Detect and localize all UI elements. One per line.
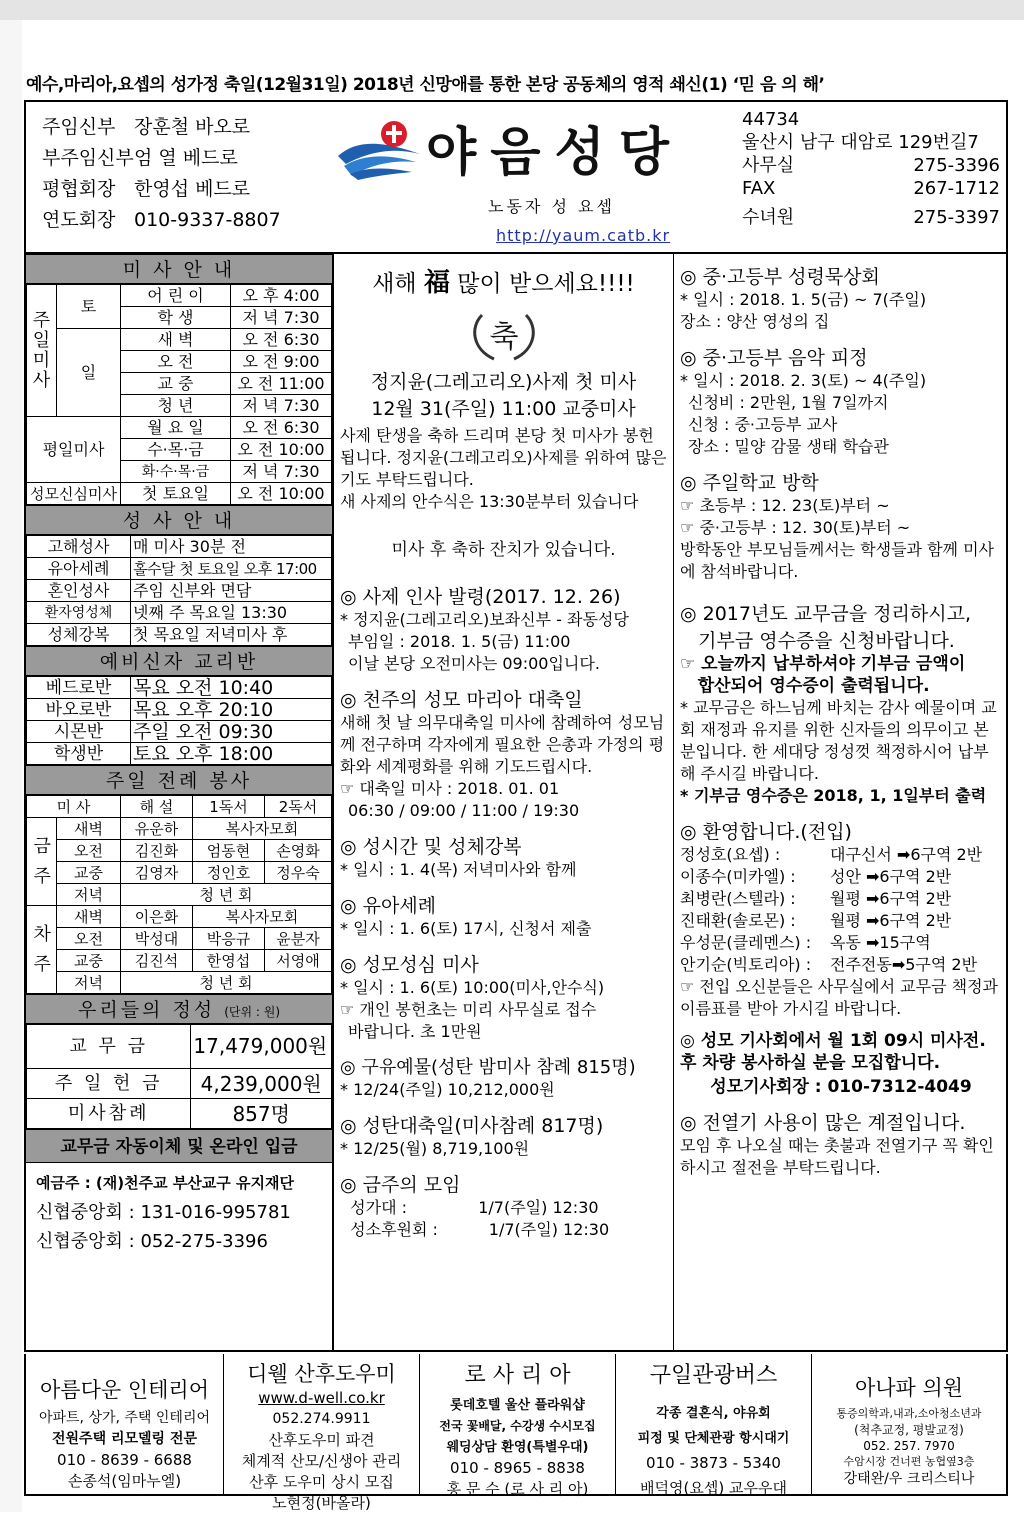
mass-time: 저 녁 7:30 [231, 307, 332, 329]
church-logo-icon [336, 118, 422, 180]
ad-tour-bus [616, 1354, 812, 1497]
contact-row [742, 206, 1000, 229]
advertisement-bar [24, 1354, 1008, 1512]
mass-time: 오 전 10:00 [231, 439, 332, 461]
postcode [742, 108, 1000, 131]
sacrament-value: 넷째 주 목요일 13:30 [131, 602, 332, 624]
list-item [680, 888, 1002, 910]
mass-slot: 저녁 [57, 884, 121, 906]
mass-time: 오 후 4:00 [231, 285, 332, 307]
mass-time: 오 전 10:00 [231, 483, 332, 505]
bank-account: 신협중앙회 : 052-275-3396 [36, 1231, 268, 1252]
greeting-text: 새해 [372, 271, 424, 297]
column-header: 1독서 [193, 796, 265, 818]
offering-name: 미사참례 [27, 1099, 191, 1129]
ad-rosaria-flowers [420, 1354, 616, 1498]
account-holder: 예금주 : (재)천주교 부산교구 유지재단 [36, 1174, 294, 1192]
ad-line: 배덕영(요셉) 교우우대 [640, 1479, 787, 1497]
class-name: 학생반 [27, 743, 131, 765]
clergy-value: 한영섭 베드로 [134, 178, 251, 200]
first-mass-title: 정지윤(그레고리오)사제 첫 미사 [370, 371, 637, 393]
announcement-line: 장소 : 밀양 감물 생태 학습관 [688, 437, 889, 456]
ad-line: www.d-well.co.kr [258, 1389, 385, 1407]
ad-line: 010 - 8639 - 6688 [57, 1451, 192, 1469]
newcomer-move: 성안 ➡6구역 2반 [830, 867, 952, 886]
newcomer-name: 우성문(클레멘스) : [680, 933, 812, 952]
table-row [27, 906, 332, 928]
table-row [27, 699, 332, 721]
announcement-line: 성가대 : 1/7(주일) 12:30 [340, 1198, 599, 1217]
mass-slot: 오전 [57, 840, 121, 862]
announcement-bold: * 기부금 영수증은 2018, 1, 1일부터 출력 [680, 786, 987, 805]
next-week-label [27, 906, 57, 994]
announcement-body: 새해 첫 날 의무대축일 미사에 참례하여 성모님께 전구하며 각자에게 필요한 은총과 가정의 평화와 세계평화를 위해 기도드립시다. [340, 713, 665, 776]
contact-row [742, 177, 1000, 200]
table-row [27, 483, 332, 505]
sacrament-name: 환자영성체 [27, 602, 131, 624]
offering-value: 4,239,000원 [191, 1069, 332, 1099]
newcomer-name: 진태환(솔로몬) : [680, 911, 796, 930]
section-title: ◎ 천주의 성모 마리아 대축일 [340, 689, 583, 711]
list-item [680, 910, 1002, 932]
class-name: 시몬반 [27, 721, 131, 743]
clergy-label: 평협회장 [42, 178, 116, 200]
table-row [27, 329, 332, 351]
greeting-text: 많이 받으세요!!!! [449, 271, 635, 297]
announcement-line: * 일시 : 1. 6(토) 10:00(미사,안수식) [340, 978, 605, 997]
list-item [680, 954, 1002, 976]
sacrament-name: 성체강복 [27, 624, 131, 646]
mass-schedule-heading: 미 사 안 내 [26, 254, 332, 284]
clergy-label: 연도회장 [42, 209, 116, 231]
table-row [27, 1099, 332, 1129]
liturgy-heading: 주일 전례 봉사 [26, 765, 332, 795]
ad-line: 노현정(바올라) [272, 1494, 371, 1512]
table-row [27, 624, 332, 646]
second-reader: 손영화 [265, 840, 332, 862]
next-week-label-text: 차주 [33, 923, 51, 975]
clergy-value: 010-9337-8807 [134, 209, 281, 231]
newcomer-name: 이종수(미카엘) : [680, 867, 796, 886]
table-row [27, 1069, 332, 1099]
announcement-line: * 일시 : 2018. 1. 5(금) ~ 7(주일) [680, 290, 927, 309]
sunday-mass-label [27, 285, 57, 417]
newcomer-move: 월평 ➡6구역 2반 [830, 911, 952, 930]
mass-name: 청 년 [121, 395, 231, 417]
newcomer-move: 옥동 ➡15구역 [830, 933, 931, 952]
clergy-list [42, 112, 332, 236]
table-row [27, 677, 332, 699]
mass-slot: 교중 [57, 950, 121, 972]
clergy-label: 주임신부 [42, 116, 116, 138]
church-name: 야음성당 [426, 123, 683, 183]
ad-line: 산후도우미 파견 [268, 1431, 375, 1449]
class-time: 목요 오전 10:40 [131, 677, 332, 699]
sunday-mass-label-text: 주일미사 [32, 309, 51, 391]
contact-row [742, 154, 1000, 177]
sacrament-heading: 성 사 안 내 [26, 505, 332, 535]
column-header: 미 사 [27, 796, 121, 818]
class-name: 바오로반 [27, 699, 131, 721]
newcomer-move: 전주전동➡5구역 2반 [830, 955, 978, 974]
section-title: ◎ 2017년도 교무금을 정리하시고, [680, 603, 971, 625]
ad-line: 052. 257. 7970 [863, 1439, 955, 1453]
column-header: 해 설 [121, 796, 193, 818]
announcement-bold: ☞ 오늘까지 납부하셔야 기부금 금액이 [680, 654, 966, 674]
section-title: ◎ 성모성심 미사 [340, 954, 479, 976]
announcement-line: * 일시 : 1. 6(토) 17시, 신청서 제출 [340, 919, 592, 938]
bulletin-page [24, 66, 1008, 1512]
table-row [27, 818, 332, 840]
table-row [27, 417, 332, 439]
first-mass-body: 사제 탄생을 축하 드리며 본당 첫 미사가 봉헌됩니다. 정지윤(그레고리오)사제를 위하여 많은 기도 부탁드립니다. [340, 426, 667, 489]
announcement-body: * 교무금은 하느님께 바치는 감사 예물이며 교회 재정과 유지를 위한 신자들의 의무이고 본분입니다. 한 세대당 정성껏 책정하시어 납부해 주시길 바랍니다. [680, 698, 997, 783]
commentator: 김영자 [121, 862, 193, 884]
announcement-line: * 12/25(월) 8,719,100원 [340, 1139, 530, 1158]
commentator: 이은화 [121, 906, 193, 928]
saturday-label: 토 [57, 285, 121, 329]
announcement-body: 모임 후 나오실 때는 촛불과 전열기구 꼭 확인 하시고 절전을 부탁드립니다. [680, 1136, 994, 1177]
ad-anapa-clinic [812, 1354, 1006, 1494]
second-reader: 윤분자 [265, 928, 332, 950]
mass-time: 오 전 6:30 [231, 417, 332, 439]
section-title: ◎ 중·고등부 성령묵상회 [680, 266, 880, 288]
weekday-mass-label: 평일미사 [27, 417, 121, 483]
section-title: ◎ 성탄대축일(미사참례 817명) [340, 1115, 604, 1137]
ad-interior [26, 1354, 224, 1494]
meeting-list [340, 1197, 667, 1237]
announcement-line: * 일시 : 2018. 2. 3(토) ~ 4(주일) [680, 371, 927, 390]
commentator: 유운하 [121, 818, 193, 840]
newcomer-move: 대구신서 ➡6구역 2반 [830, 845, 983, 864]
table-row [27, 721, 332, 743]
this-week-label [27, 818, 57, 906]
clergy-row [42, 174, 332, 205]
announcement-line: 06:30 / 09:00 / 11:00 / 19:30 [348, 801, 580, 820]
ad-line: (척추교정, 평발교정) [854, 1423, 964, 1437]
reader-group: 청 년 회 [121, 972, 332, 994]
ad-title: 디웰 산후도우미 [247, 1362, 396, 1386]
mass-slot: 오전 [57, 928, 121, 950]
mass-time: 오 전 11:00 [231, 373, 332, 395]
ad-line: 전국 꽃배달, 수강생 수시모집 [439, 1419, 596, 1433]
second-reader: 정우숙 [265, 862, 332, 884]
clergy-value: 장훈철 바오로 [134, 116, 251, 138]
table-row [27, 840, 332, 862]
ad-line: 수암시장 건너편 농협옆3층 [843, 1455, 975, 1468]
contact-value: 275-3396 [913, 155, 1000, 176]
mass-time: 저 녁 7:30 [231, 395, 332, 417]
ad-title: 로 사 리 아 [464, 1363, 571, 1388]
clergy-label: 부주임신부 [42, 147, 134, 169]
announcement-line: 부임일 : 2018. 1. 5(금) 11:00 [348, 632, 571, 651]
mass-time: 오 전 9:00 [231, 351, 332, 373]
sacrament-value: 홀수달 첫 토요일 오후 17:00 [131, 558, 332, 580]
catechumen-heading: 예비신자 교리반 [26, 646, 332, 676]
mass-name: 어 린 이 [121, 285, 231, 307]
table-row [27, 972, 332, 994]
celebration-party: 미사 후 축하 잔치가 있습니다. [391, 540, 616, 560]
this-week-label-text: 금주 [33, 835, 51, 887]
clergy-value: 엄 열 베드로 [134, 147, 238, 169]
bulletin-columns [24, 252, 1008, 1352]
sacrament-value: 매 미사 30분 전 [131, 536, 332, 558]
contact-value: 275-3397 [913, 207, 1000, 228]
ad-line: 피정 및 단체관광 항시대기 [637, 1431, 790, 1446]
announcement-column-right [674, 254, 1008, 1350]
sunday-label: 일 [57, 329, 121, 417]
mass-slot: 교중 [57, 862, 121, 884]
ad-postnatal-helper [224, 1354, 420, 1512]
announcement-line: * 정지윤(그레고리오)보좌신부 - 좌동성당 [340, 610, 629, 629]
ad-line: 산후 도우미 상시 모집 [249, 1473, 394, 1491]
announcement-bold: 합산되어 영수증이 출력됩니다. [680, 676, 930, 696]
sacrament-value: 주임 신부와 면담 [131, 580, 332, 602]
announcement-line: ☞ 중·고등부 : 12. 30(토)부터 ~ [680, 518, 911, 537]
table-row [27, 928, 332, 950]
mass-name: 수·목·금 [121, 439, 231, 461]
laurel-icon [464, 305, 544, 365]
contact-label: FAX [742, 178, 776, 199]
reader-group: 청 년 회 [121, 884, 332, 906]
clergy-row [42, 205, 332, 236]
table-row [27, 862, 332, 884]
offering-value: 857명 [191, 1099, 332, 1129]
mass-schedule-table [26, 284, 332, 505]
announcement-body: 방학동안 부모님들께서는 학생들과 함께 미사에 참석바랍니다. [680, 540, 995, 581]
mass-name: 오 전 [121, 351, 231, 373]
offering-heading [26, 994, 332, 1024]
contact-value: 267-1712 [913, 178, 1000, 199]
address-value: 울산시 남구 대암로 129번길7 [742, 132, 979, 153]
section-title: ◎ 중·고등부 음악 피정 [680, 347, 868, 369]
bank-heading: 교무금 자동이체 및 온라인 입금 [26, 1129, 332, 1163]
announcement-line: 신청 : 중·고등부 교사 [688, 415, 838, 434]
table-row [27, 580, 332, 602]
ad-line: 손종석(임마누엘) [67, 1472, 182, 1490]
ad-title: 아름다운 인테리어 [40, 1378, 209, 1402]
mass-name: 화·수·목·금 [121, 461, 231, 483]
mass-slot: 새벽 [57, 818, 121, 840]
announcement-line: ☞ 개인 봉헌초는 미리 사무실로 접수 [340, 1000, 597, 1019]
liturgy-table [26, 795, 332, 994]
commentator: 김진석 [121, 950, 193, 972]
emblem-text: 축 [489, 320, 518, 355]
section-title: ◎ 구유예물(성탄 밤미사 참례 815명) [340, 1057, 636, 1078]
newcomer-name: 안기순(빅토리아) : [680, 955, 812, 974]
newcomer-name: 최병란(스텔라) : [680, 889, 796, 908]
celebration-emblem [340, 305, 667, 365]
mass-name: 교 중 [121, 373, 231, 395]
announcement-line: 이날 본당 오전미사는 09:00입니다. [348, 654, 600, 673]
section-title: ◎ 성시간 및 성체강복 [340, 836, 522, 858]
list-item [680, 844, 1002, 866]
table-row [27, 536, 332, 558]
table-row [27, 285, 332, 307]
table-row [27, 884, 332, 906]
sacrament-name: 고해성사 [27, 536, 131, 558]
ad-line: 052.274.9911 [272, 1411, 371, 1427]
offering-title: 우리들의 정성 [77, 999, 216, 1021]
offering-table [26, 1024, 332, 1129]
announcement-line: 장소 : 양산 영성의 집 [680, 312, 830, 331]
contact-block [742, 108, 1000, 229]
mass-time: 오 전 6:30 [231, 329, 332, 351]
list-item [680, 866, 1002, 888]
mass-name: 첫 토요일 [121, 483, 231, 505]
ad-line: 웨딩상담 환영(특별우대) [446, 1440, 589, 1455]
ad-line: 아파트, 상가, 주택 인테리어 [38, 1410, 210, 1426]
first-reader: 박응규 [193, 928, 265, 950]
ad-line: 전원주택 리모델링 전문 [52, 1431, 197, 1447]
section-title: 기부금 영수증을 신청바랍니다. [680, 630, 955, 652]
ad-title: 구일관광버스 [649, 1363, 778, 1388]
first-reader: 정인호 [193, 862, 265, 884]
commentator: 박성대 [121, 928, 193, 950]
contact-label: 사무실 [742, 155, 795, 176]
page-left-edge [0, 20, 22, 1512]
announcement-line: ☞ 초등부 : 12. 23(토)부터 ~ [680, 496, 890, 515]
table-row [27, 950, 332, 972]
announcement-line: 바랍니다. 초 1만원 [348, 1022, 482, 1041]
ad-line: 롯데호텔 울산 플라워샵 [450, 1398, 585, 1413]
section-title: ◎ 유아세례 [340, 895, 437, 917]
announcement-line: 성소후원회 : 1/7(주일) 12:30 [340, 1220, 610, 1239]
section-title: ◎ 전열기 사용이 많은 계절입니다. [680, 1112, 966, 1134]
ad-line: 010 - 3873 - 5340 [646, 1454, 781, 1472]
church-website-link[interactable]: http://yaum.catb.kr [496, 226, 671, 245]
announcement-line: * 12/24(주일) 10,212,000원 [340, 1080, 555, 1099]
newcomer-name: 정성호(요셉) : [680, 845, 781, 864]
clergy-row [42, 143, 332, 174]
ad-line: 홍 문 수 (로 사 리 아) [446, 1480, 589, 1498]
list-item [680, 932, 1002, 954]
address [742, 131, 1000, 154]
sacrament-name: 유아세례 [27, 558, 131, 580]
bank-info [26, 1163, 332, 1262]
sacrament-table [26, 535, 332, 646]
patron-saint: 노동자 성 요셉 [488, 197, 615, 216]
announcement-line: * 일시 : 1. 4(목) 저녁미사와 함께 [340, 860, 577, 879]
table-row [27, 1025, 332, 1069]
sacrament-name: 혼인성사 [27, 580, 131, 602]
ad-line: 통증의학과,내과,소아청소년과 [836, 1407, 982, 1420]
announcement-line: 신청비 : 2만원, 1월 7일까지 [688, 393, 889, 412]
first-reader: 엄동현 [193, 840, 265, 862]
contact-line: 성모기사회장 : 010-7312-4049 [710, 1077, 972, 1097]
browser-top-bar [0, 0, 1024, 20]
mass-slot: 새벽 [57, 906, 121, 928]
mass-name: 학 생 [121, 307, 231, 329]
mary-mass-label: 성모신심미사 [27, 483, 121, 505]
announcement-line: ☞ 대축일 미사 : 2018. 01. 01 [340, 779, 560, 798]
ad-title: 아나파 의원 [854, 1376, 964, 1400]
postcode-value: 44734 [742, 109, 800, 130]
offering-name: 주 일 헌 금 [27, 1069, 191, 1099]
section-title: ◎ 금주의 모임 [340, 1174, 461, 1196]
offering-name: 교 무 금 [27, 1025, 191, 1069]
welcome-list [680, 844, 1002, 976]
ad-line: 010 - 8965 - 8838 [450, 1459, 585, 1477]
table-row [27, 743, 332, 765]
page-margin [0, 20, 1024, 66]
new-year-greeting [340, 262, 667, 299]
bank-account: 신협중앙회 : 131-016-995781 [36, 1202, 291, 1223]
column-header: 2독서 [265, 796, 332, 818]
section-title: ◎ 성모 기사회에서 월 1회 09시 미사전. 후 차량 봉사하실 분을 모집합니다. [680, 1031, 986, 1073]
catechumen-table [26, 676, 332, 765]
first-reader: 한영섭 [193, 950, 265, 972]
class-time: 토요 오후 18:00 [131, 743, 332, 765]
second-reader: 서영애 [265, 950, 332, 972]
sacrament-value: 첫 목요일 저녁미사 후 [131, 624, 332, 646]
table-row [27, 558, 332, 580]
mass-name: 새 벽 [121, 329, 231, 351]
mass-name: 월 요 일 [121, 417, 231, 439]
first-mass-time: 12월 31(주일) 11:00 교중미사 [371, 398, 636, 420]
section-title: ◎ 주일학교 방학 [680, 472, 819, 494]
offering-value: 17,479,000원 [191, 1025, 332, 1069]
section-title: ◎ 사제 인사 발령(2017. 12. 26) [340, 586, 621, 608]
mass-time: 저 녁 7:30 [231, 461, 332, 483]
section-title: ◎ 환영합니다.(전입) [680, 821, 852, 843]
schedule-column [26, 254, 334, 1350]
reader-group: 복사자모회 [193, 906, 332, 928]
class-name: 베드로반 [27, 677, 131, 699]
newcomer-move: 월평 ➡6구역 2반 [830, 889, 952, 908]
greeting-fu: 福 [423, 268, 450, 298]
ordination-note: 새 사제의 안수식은 13:30분부터 있습니다 [340, 492, 639, 511]
announcement-column-middle [334, 254, 674, 1350]
table-row [27, 796, 332, 818]
clergy-row [42, 112, 332, 143]
ad-line: 각종 결혼식, 야유회 [656, 1406, 771, 1421]
contact-label: 수녀원 [742, 207, 795, 228]
ad-line: 체계적 산모/신생아 관리 [241, 1452, 402, 1470]
bulletin-theme-line: 예수,마리아,요셉의 성가정 축일(12월31일) 2018년 신망애를 통한 본당 공동체의 영적 쇄신(1) ‘믿 음 의 해’ [26, 75, 825, 95]
table-row [27, 602, 332, 624]
ad-line: 강태완/우 크리스티나 [843, 1471, 975, 1487]
commentator: 김진화 [121, 840, 193, 862]
reader-group: 복사자모회 [193, 818, 332, 840]
class-time: 목요 오후 20:10 [131, 699, 332, 721]
mass-slot: 저녁 [57, 972, 121, 994]
class-time: 주일 오전 09:30 [131, 721, 332, 743]
offering-unit: (단위 : 원) [224, 1005, 281, 1019]
announcement-body: ☞ 전입 오신분들은 사무실에서 교무금 책정과 이름표를 받아 가시길 바랍니다. [680, 977, 998, 1018]
